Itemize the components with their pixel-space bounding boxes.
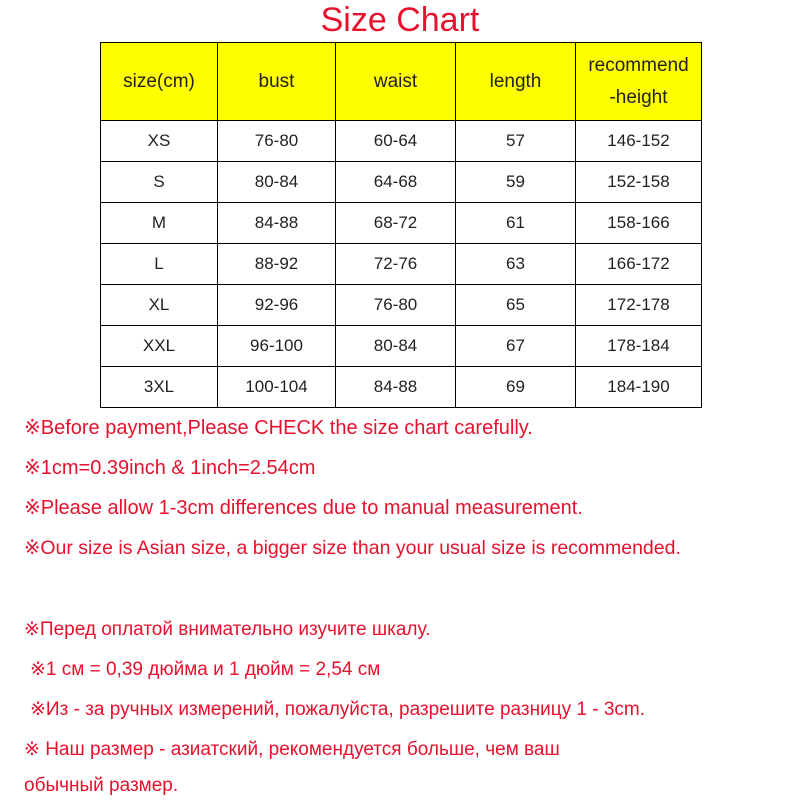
cell-height: 146-152 bbox=[576, 121, 702, 162]
header-recommend-line2: -height bbox=[609, 86, 668, 108]
cell-bust: 100-104 bbox=[218, 367, 336, 408]
cell-waist: 60-64 bbox=[336, 121, 456, 162]
page-title: Size Chart bbox=[320, 1, 480, 39]
table-row bbox=[101, 326, 702, 367]
cell-size: 3XL bbox=[101, 367, 218, 408]
cell-size: XL bbox=[101, 285, 218, 326]
header-size: size(cm) bbox=[101, 43, 218, 121]
cell-height: 152-158 bbox=[576, 162, 702, 203]
cell-bust: 76-80 bbox=[218, 121, 336, 162]
cell-waist: 84-88 bbox=[336, 367, 456, 408]
cell-length: 57 bbox=[456, 121, 576, 162]
cell-height: 158-166 bbox=[576, 203, 702, 244]
cell-length: 63 bbox=[456, 244, 576, 285]
cell-length: 65 bbox=[456, 285, 576, 326]
cell-size: L bbox=[101, 244, 218, 285]
cell-size: XS bbox=[101, 121, 218, 162]
table-header-row bbox=[101, 43, 702, 121]
header-recommend-line1: recommend bbox=[588, 54, 689, 76]
cell-bust: 96-100 bbox=[218, 326, 336, 367]
cell-length: 59 bbox=[456, 162, 576, 203]
note-ru-tolerance: ※Из - за ручных измерений, пожалуйста, разрешите разницу 1 - 3cm. bbox=[30, 699, 645, 720]
table-row bbox=[101, 285, 702, 326]
header-waist: waist bbox=[336, 43, 456, 121]
cell-size: XXL bbox=[101, 326, 218, 367]
table-row bbox=[101, 162, 702, 203]
table-row bbox=[101, 121, 702, 162]
note-en-tolerance: ※Please allow 1-3cm differences due to manual measurement. bbox=[24, 497, 583, 519]
note-en-asian-size: ※Our size is Asian size, a bigger size than your usual size is recommended. bbox=[24, 537, 681, 559]
size-chart-table bbox=[100, 42, 702, 408]
cell-length: 67 bbox=[456, 326, 576, 367]
cell-height: 178-184 bbox=[576, 326, 702, 367]
cell-waist: 68-72 bbox=[336, 203, 456, 244]
note-en-conversion: ※1cm=0.39inch & 1inch=2.54cm bbox=[24, 457, 316, 479]
header-length: length bbox=[456, 43, 576, 121]
note-en-check: ※Before payment,Please CHECK the size chart carefully. bbox=[24, 417, 533, 439]
cell-bust: 88-92 bbox=[218, 244, 336, 285]
header-bust: bust bbox=[218, 43, 336, 121]
cell-length: 69 bbox=[456, 367, 576, 408]
note-ru-check: ※Перед оплатой внимательно изучите шкалу. bbox=[24, 619, 431, 640]
cell-size: S bbox=[101, 162, 218, 203]
note-ru-asian-size: ※ Наш размер - азиатский, рекомендуется больше, чем ваш bbox=[24, 739, 560, 760]
cell-waist: 64-68 bbox=[336, 162, 456, 203]
cell-height: 166-172 bbox=[576, 244, 702, 285]
cell-length: 61 bbox=[456, 203, 576, 244]
cell-bust: 92-96 bbox=[218, 285, 336, 326]
cell-height: 184-190 bbox=[576, 367, 702, 408]
note-ru-conversion: ※1 см = 0,39 дюйма и 1 дюйм = 2,54 см bbox=[30, 659, 381, 680]
cell-waist: 76-80 bbox=[336, 285, 456, 326]
cell-height: 172-178 bbox=[576, 285, 702, 326]
cell-size: M bbox=[101, 203, 218, 244]
cell-bust: 84-88 bbox=[218, 203, 336, 244]
table-row bbox=[101, 203, 702, 244]
table-row bbox=[101, 367, 702, 408]
header-recommend-height bbox=[576, 43, 702, 121]
table-row bbox=[101, 244, 702, 285]
note-ru-asian-size-cont: обычный размер. bbox=[24, 775, 179, 796]
cell-bust: 80-84 bbox=[218, 162, 336, 203]
cell-waist: 80-84 bbox=[336, 326, 456, 367]
cell-waist: 72-76 bbox=[336, 244, 456, 285]
